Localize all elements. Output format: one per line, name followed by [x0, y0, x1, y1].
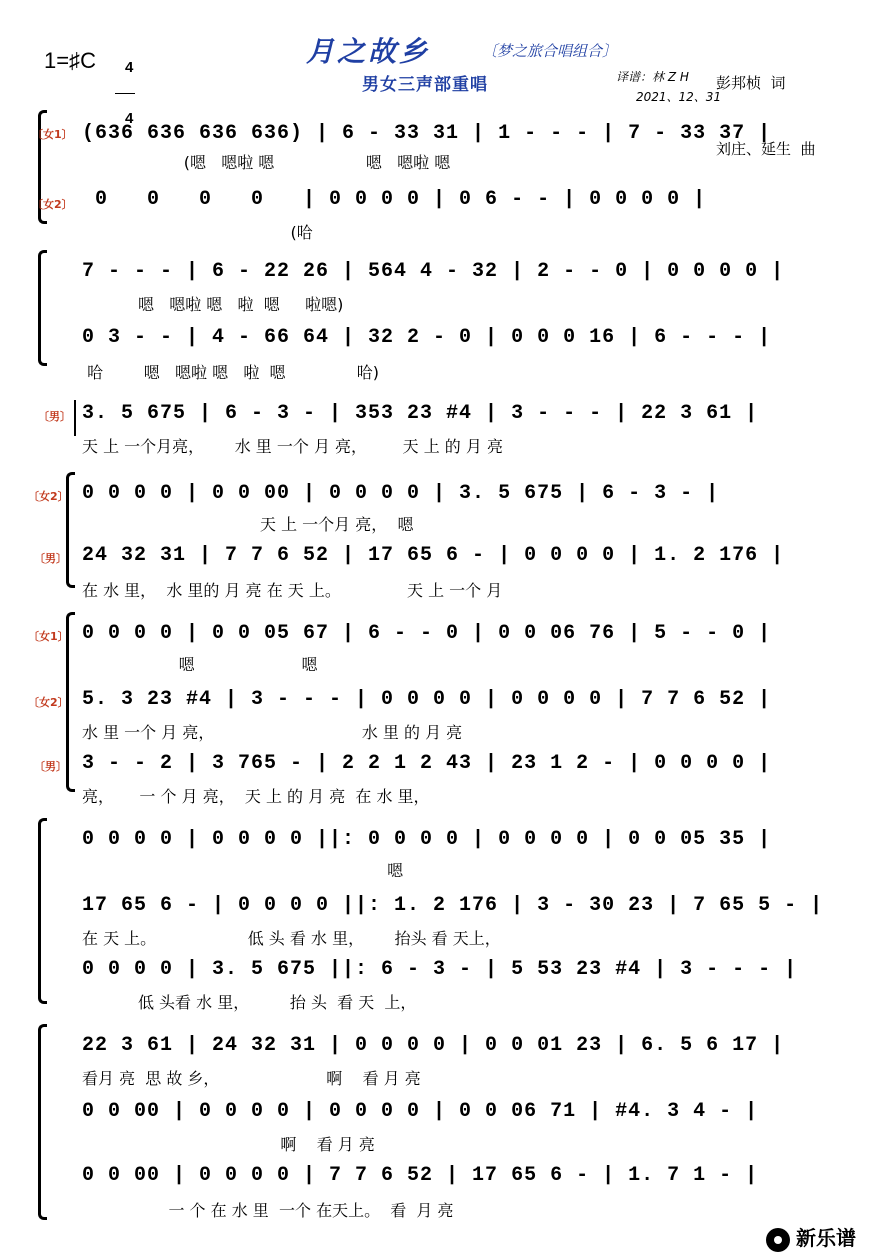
time-bottom: 4	[125, 110, 134, 127]
notation-row: 17 65 6 - | 0 0 0 0 ||: 1. 2 176 | 3 - 30 23 | 7 65 5 - |	[82, 894, 824, 917]
system-brace	[38, 250, 47, 366]
voice-label-m: 〔男〕	[38, 410, 71, 423]
notation-row: 24 32 31 | 7 7 6 52 | 17 65 6 - | 0 0 0 0 | 1. 2 176 |	[82, 544, 785, 567]
lyric-row: 天 上 一个月 亮， 嗯	[82, 515, 414, 534]
transcriber: 译谱：林 Z H	[616, 70, 689, 84]
lyric-row: 在 天 上。 低 头 看 水 里， 抬头 看 天上，	[82, 929, 501, 948]
voice-label-m: 〔男〕	[34, 760, 67, 773]
composer: 刘庄、延生 曲	[716, 140, 816, 158]
time-signature	[115, 44, 135, 127]
notation-row: 5. 3 23 #4 | 3 - - - | 0 0 0 0 | 0 0 0 0 | 7 7 6 52 |	[82, 688, 772, 711]
lyric-row: 低 头看 水 里， 抬 头 看 天 上，	[82, 993, 417, 1012]
system-rule	[74, 400, 76, 436]
notation-row: 0 0 00 | 0 0 0 0 | 7 7 6 52 | 17 65 6 - | 1. 7 1 - |	[82, 1164, 759, 1187]
time-top: 4	[125, 59, 134, 76]
record-disc-icon	[766, 1228, 790, 1252]
notation-row: (636 636 636 636) | 6 - 33 31 | 1 - - - | 7 - 33 37 |	[82, 122, 772, 145]
notation-row: 3 - - 2 | 3 765 - | 2 2 1 2 43 | 23 1 2 - | 0 0 0 0 |	[82, 752, 772, 775]
voice-label-m: 〔男〕	[34, 552, 67, 565]
voice-label-f1: 〔女1〕	[32, 128, 73, 141]
lyric-row: 啊 看 月 亮	[82, 1135, 375, 1154]
lyric-row: 水 里 一个 月 亮， 水 里 的 月 亮	[82, 723, 463, 742]
voice-label-f2: 〔女2〕	[28, 490, 69, 503]
logo-text: 新乐谱	[796, 1226, 856, 1250]
lyric-row: 嗯 嗯	[82, 655, 318, 674]
notation-row: 0 0 00 | 0 0 0 0 | 0 0 0 0 | 0 0 06 71 | #4. 3 4 - |	[82, 1100, 759, 1123]
transcription-date: 2021、12、31	[636, 90, 722, 104]
lyricist: 彭邦桢 词	[716, 74, 786, 92]
lyric-row: (嗯 嗯啦 嗯 嗯 嗯啦 嗯	[82, 153, 451, 172]
notation-row: 7 - - - | 6 - 22 26 | 564 4 - 32 | 2 - - 0 | 0 0 0 0 |	[82, 260, 785, 283]
notation-row: 0 0 0 0 | 0 0 0 0 | 0 6 - - | 0 0 0 0 |	[82, 188, 707, 211]
notation-row: 0 0 0 0 | 0 0 05 67 | 6 - - 0 | 0 0 06 76 | 5 - - 0 |	[82, 622, 772, 645]
lyric-row: 嗯	[82, 861, 404, 880]
voice-label-f2: 〔女2〕	[28, 696, 69, 709]
notation-row: 0 0 0 0 | 0 0 0 0 ||: 0 0 0 0 | 0 0 0 0 | 0 0 05 35 |	[82, 828, 772, 851]
lyric-row: (哈	[82, 223, 313, 242]
lyric-row: 一 个 在 水 里 一个 在天上。 看 月 亮	[82, 1201, 454, 1220]
lyric-row: 看月 亮 思 故 乡， 啊 看 月 亮	[82, 1069, 421, 1088]
system-brace	[38, 1024, 47, 1220]
site-logo	[766, 1222, 856, 1252]
notation-row: 0 0 0 0 | 0 0 00 | 0 0 0 0 | 3. 5 675 | 6 - 3 - |	[82, 482, 720, 505]
notation-row: 3. 5 675 | 6 - 3 - | 353 23 #4 | 3 - - - | 22 3 61 |	[82, 402, 759, 425]
key-signature: 1=♯C	[44, 48, 96, 73]
lyric-row: 嗯 嗯啦 嗯 啦 嗯 啦嗯)	[82, 295, 344, 314]
voice-label-f2: 〔女2〕	[32, 198, 73, 211]
time-divider	[115, 93, 135, 94]
song-title: 月之故乡	[306, 35, 431, 68]
system-brace	[38, 818, 47, 1004]
lyric-row: 在 水 里， 水 里的 月 亮 在 天 上。 天 上 一个 月	[82, 581, 503, 600]
notation-row: 0 3 - - | 4 - 66 64 | 32 2 - 0 | 0 0 0 16 | 6 - - - |	[82, 326, 772, 349]
lyric-row: 哈 嗯 嗯啦 嗯 啦 嗯 哈)	[82, 363, 379, 382]
lyric-row: 天 上 一个月亮， 水 里 一个 月 亮， 天 上 的 月 亮	[82, 437, 503, 456]
song-subtitle: 〔梦之旅合唱组合〕	[482, 42, 618, 60]
voicing-label: 男女三声部重唱	[362, 75, 488, 95]
notation-row: 0 0 0 0 | 3. 5 675 ||: 6 - 3 - | 5 53 23 #4 | 3 - - - |	[82, 958, 798, 981]
lyric-row: 亮， 一 个 月 亮， 天 上 的 月 亮 在 水 里，	[82, 787, 430, 806]
notation-row: 22 3 61 | 24 32 31 | 0 0 0 0 | 0 0 01 23 | 6. 5 6 17 |	[82, 1034, 785, 1057]
voice-label-f1: 〔女1〕	[28, 630, 69, 643]
